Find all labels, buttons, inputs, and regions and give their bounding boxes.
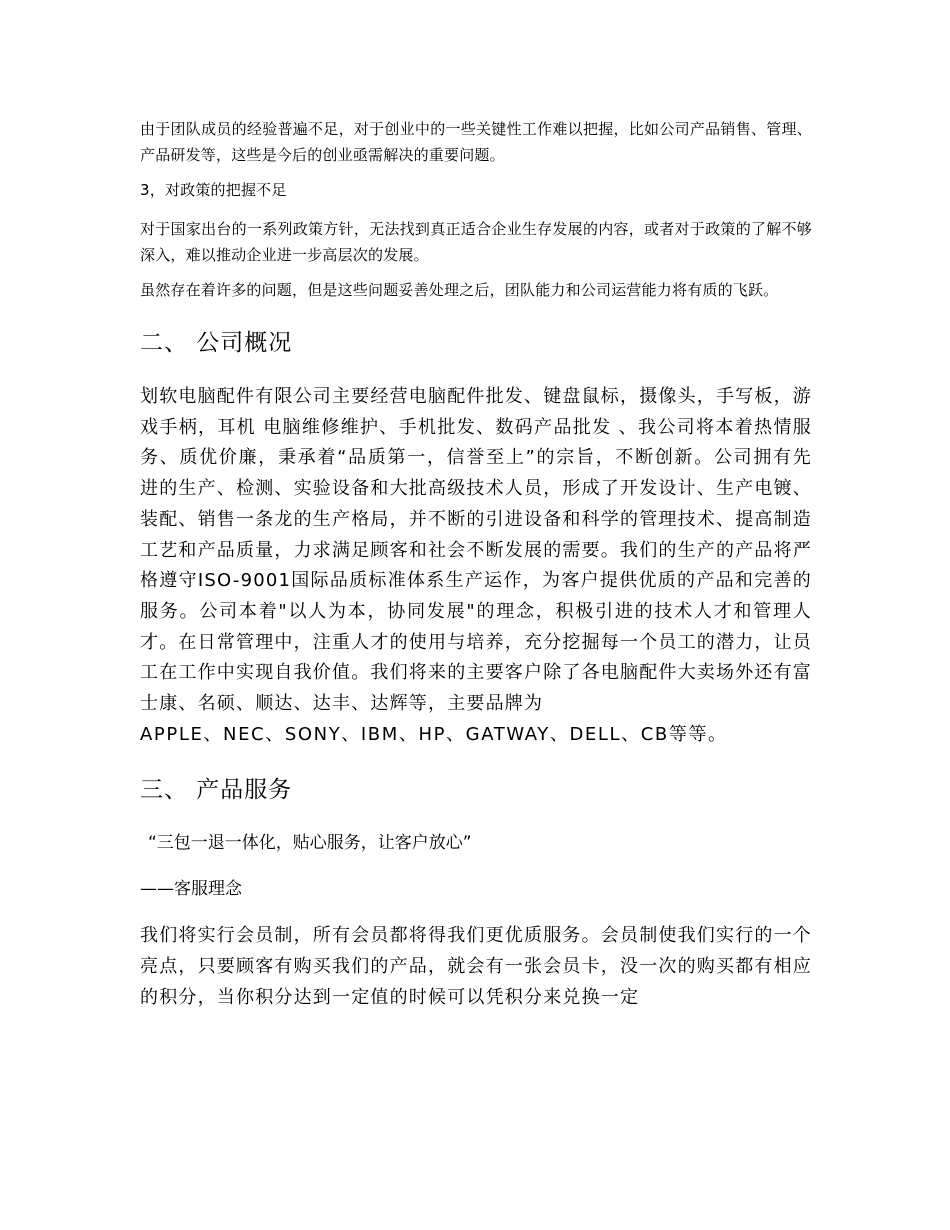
section-2-heading: 二、 公司概况 (140, 330, 293, 356)
service-slogan-caption: ——客服理念 (140, 879, 242, 900)
intro-paragraph-1: 由于团队成员的经验普遍不足，对于创业中的一些关键性工作难以把握，比如公司产品销售、管理、产品研发等，这些是今后的创业亟需解决的重要问题。 (140, 120, 812, 164)
service-slogan: “三包一退一体化，贴心服务，让客户放心” (148, 833, 472, 854)
document-content (140, 116, 812, 1034)
section-2-brands: APPLE、NEC、SONY、IBM、HP、GATWAY、DELL、CB等等。 (140, 723, 728, 745)
section-2-body (140, 382, 812, 750)
intro-paragraph-2: 对于国家出台的一系列政策方针，无法找到真正适合企业生存发展的内容，或者对于政策的了解不够深入，难以推动企业进一步高层次的发展。 (140, 220, 812, 264)
item-3-title: 3，对政策的把握不足 (140, 181, 287, 199)
intro-paragraph-3: 虽然存在着许多的问题，但是这些问题妥善处理之后，团队能力和公司运营能力将有质的飞跃。 (140, 281, 779, 299)
section-3-heading: 三、 产品服务 (140, 777, 293, 804)
section-2-body-text: 划软电脑配件有限公司主要经营电脑配件批发、键盘鼠标，摄像头，手写板，游戏手柄，耳机 电脑维修维护、手机批发、数码产品批发 、我公司将本着热情服务、质优价廉，秉承着“品质第一，信誉至上”的宗旨，不断创新。公司拥有先进的生产、检测、实验设备和大批高级技术人员，形成了开发设计、生产电镀、装配、销售一条龙的生产格局，并不断的引进设备和科学的管理技术、提高制造工艺和产品质量，力求满足顾客和社会不断发展的需要。我们的生产的产品将严格遵守ISO-9001国际品质标准体系生产运作，为客户提供优质的产品和完善的服务。公司本着"以人为本，协同发展"的理念，积极引进的技术人才和管理人才。在日常管理中，注重人才的使用与培养，充分挖掘每一个员工的潜力，让员工在工作中实现自我价值。我们将来的主要客户除了各电脑配件大卖场外还有富士康、名硕、顺达、达丰、达辉等，主要品牌为 (140, 386, 812, 715)
section-3-body: 我们将实行会员制，所有会员都将得我们更优质服务。会员制使我们实行的一个亮点，只要顾客有购买我们的产品，就会有一张会员卡，没一次的购买都有相应的积分，当你积分达到一定值的时候可以凭积分来兑换一定 (140, 925, 812, 1008)
